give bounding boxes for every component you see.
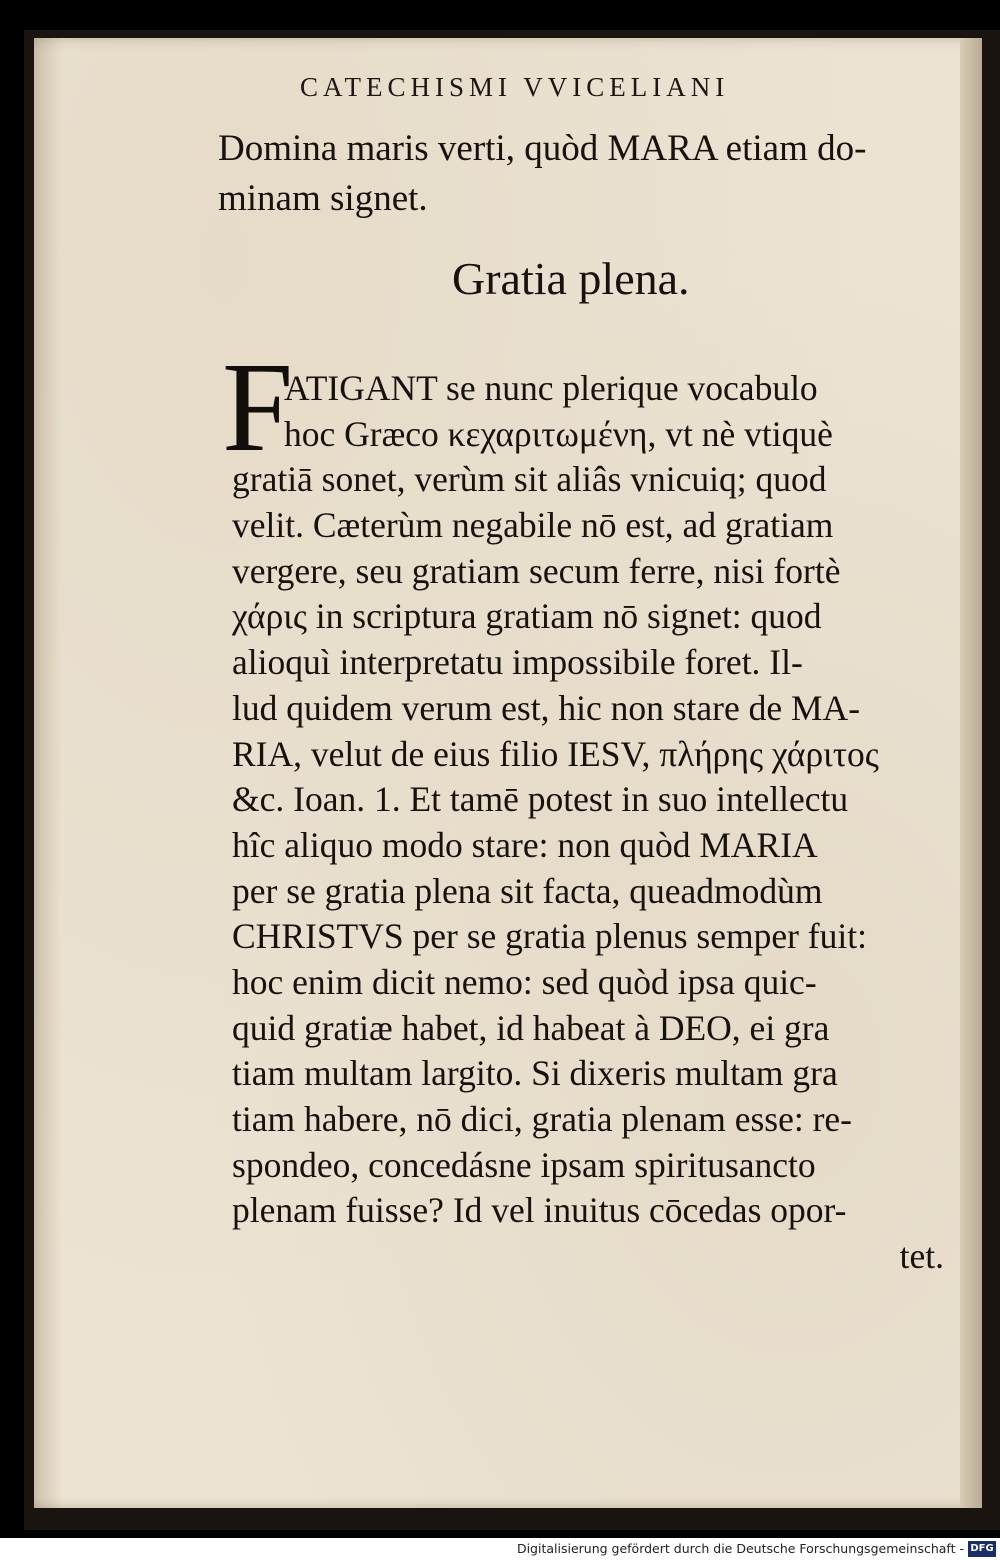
text-line: alioquì interpretatu impossibile foret. Il- [232, 642, 803, 683]
continuation-text [218, 124, 958, 224]
continuation-line: minam signet. [218, 178, 428, 219]
text-line: tiam multam largito. Si dixeris multam gra [232, 1053, 838, 1094]
text-line: hoc enim dicit nemo: sed quòd ipsa quic- [232, 961, 817, 1002]
text-line: χάρις in scriptura gratiam nō signet: quod [232, 596, 822, 637]
text-line: quid gratiæ habet, id habeat à DEO, ei gra [232, 1007, 830, 1048]
continuation-line: Domina maris verti, quòd MARA etiam do- [218, 128, 867, 169]
text-line: per se gratia plena sit facta, queadmodùm [232, 870, 823, 911]
body-paragraph [232, 366, 962, 1280]
section-title: Gratia plena. [452, 253, 690, 304]
text-line: hoc Græco κεχαριτωμένη, vt nè vtiquè [284, 413, 833, 454]
text-line: hîc aliquo modo stare: non quòd MARIA [232, 824, 818, 865]
text-line: tiam habere, nō dici, gratia plenam esse: re- [232, 1099, 853, 1139]
dfg-logo-icon: DFG [968, 1541, 996, 1557]
text-line: vergere, seu gratiam secum ferre, nisi fortè [232, 550, 841, 591]
text-line: gratiā sonet, verùm sit aliâs vnicuiq; quod [232, 459, 827, 500]
text-line: &c. Ioan. 1. Et tamē potest in suo intellectu [232, 779, 849, 820]
text-line: velit. Cæterùm negabile nō est, ad gratiam [232, 505, 834, 546]
text-line: plenam fuisse? Id vel inuitus cōcedas opor- [232, 1190, 847, 1231]
text-line-catchword: tet. [899, 1236, 944, 1277]
text-line: lud quidem verum est, hic non stare de MA- [232, 687, 861, 728]
text-line: ATIGANT se nunc plerique vocabulo [284, 368, 818, 408]
text-line: spondeo, concedásne ipsam spiritusancto [232, 1144, 816, 1185]
running-head: CATECHISMI VVICELIANI [300, 72, 730, 102]
page-fore-edge [960, 38, 982, 1508]
text-line: RIA, velut de eius filio IESV, πλήρης χάριτος [232, 733, 879, 774]
text-line: CHRISTVS per se gratia plenus semper fuit: [232, 916, 867, 957]
footer-credit: Digitalisierung gefördert durch die Deutsche Forschungsgemeinschaft - [516, 1541, 964, 1556]
drop-cap-initial: F [222, 336, 294, 478]
